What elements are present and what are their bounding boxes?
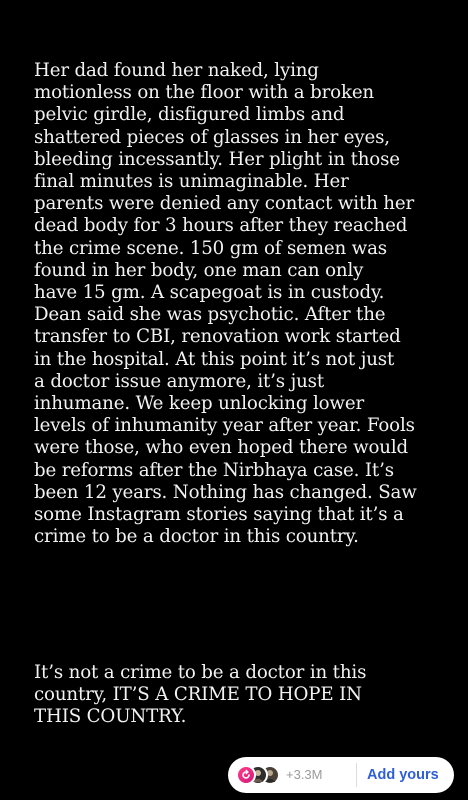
text-line: inhumane. We keep unlocking lower [34, 393, 365, 415]
text-line: It’s not a crime to be a doctor in this [34, 662, 367, 683]
text-line: dead body for 3 hours after they reached [34, 215, 408, 237]
text-line: levels of inhumanity year after year. Fools [34, 415, 415, 437]
text-line: in the hospital. At this point it’s not just [34, 348, 395, 370]
reshare-arrow-icon [240, 769, 252, 781]
text-line: a doctor issue anymore, it’s just [34, 370, 324, 392]
text-line: shattered pieces of glasses in her eyes, [34, 126, 390, 148]
text-line: found in her body, one man can only [34, 259, 364, 281]
divider [356, 763, 357, 787]
text-line: were those, who even hoped there would [34, 437, 409, 459]
participant-count: +3.3M [286, 767, 323, 782]
text-line: crime to be a doctor in this country. [34, 526, 359, 548]
text-line: the crime scene. 150 gm of semen was [34, 237, 387, 259]
text-line: be reforms after the Nirbhaya case. It’s [34, 459, 394, 481]
add-yours-sticker[interactable] [228, 757, 454, 793]
text-line: pelvic girdle, disfigured limbs and [34, 104, 345, 126]
text-line: have 15 gm. A scapegoat is in custody. [34, 282, 385, 304]
text-line: parents were denied any contact with her [34, 193, 415, 215]
text-line: bleeding incessantly. Her plight in those [34, 148, 400, 170]
text-line: country, IT’S A CRIME TO HOPE IN [34, 684, 362, 706]
text-line: Dean said she was psychotic. After the [34, 304, 386, 326]
text-line: motionless on the floor with a broken [34, 82, 374, 104]
text-line: transfer to CBI, renovation work started [34, 326, 401, 348]
reshare-icon [236, 765, 256, 785]
add-yours-button[interactable]: Add yours [367, 767, 439, 783]
text-line: final minutes is unimaginable. Her [34, 171, 349, 193]
text-line: been 12 years. Nothing has changed. Saw [34, 481, 417, 503]
story-paragraph-1 [34, 60, 454, 548]
text-line: some Instagram stories saying that it’s a [34, 504, 404, 526]
text-line: Her dad found her naked, lying [34, 60, 319, 81]
story-paragraph-2 [34, 662, 454, 729]
text-line: THIS COUNTRY. [34, 706, 187, 728]
